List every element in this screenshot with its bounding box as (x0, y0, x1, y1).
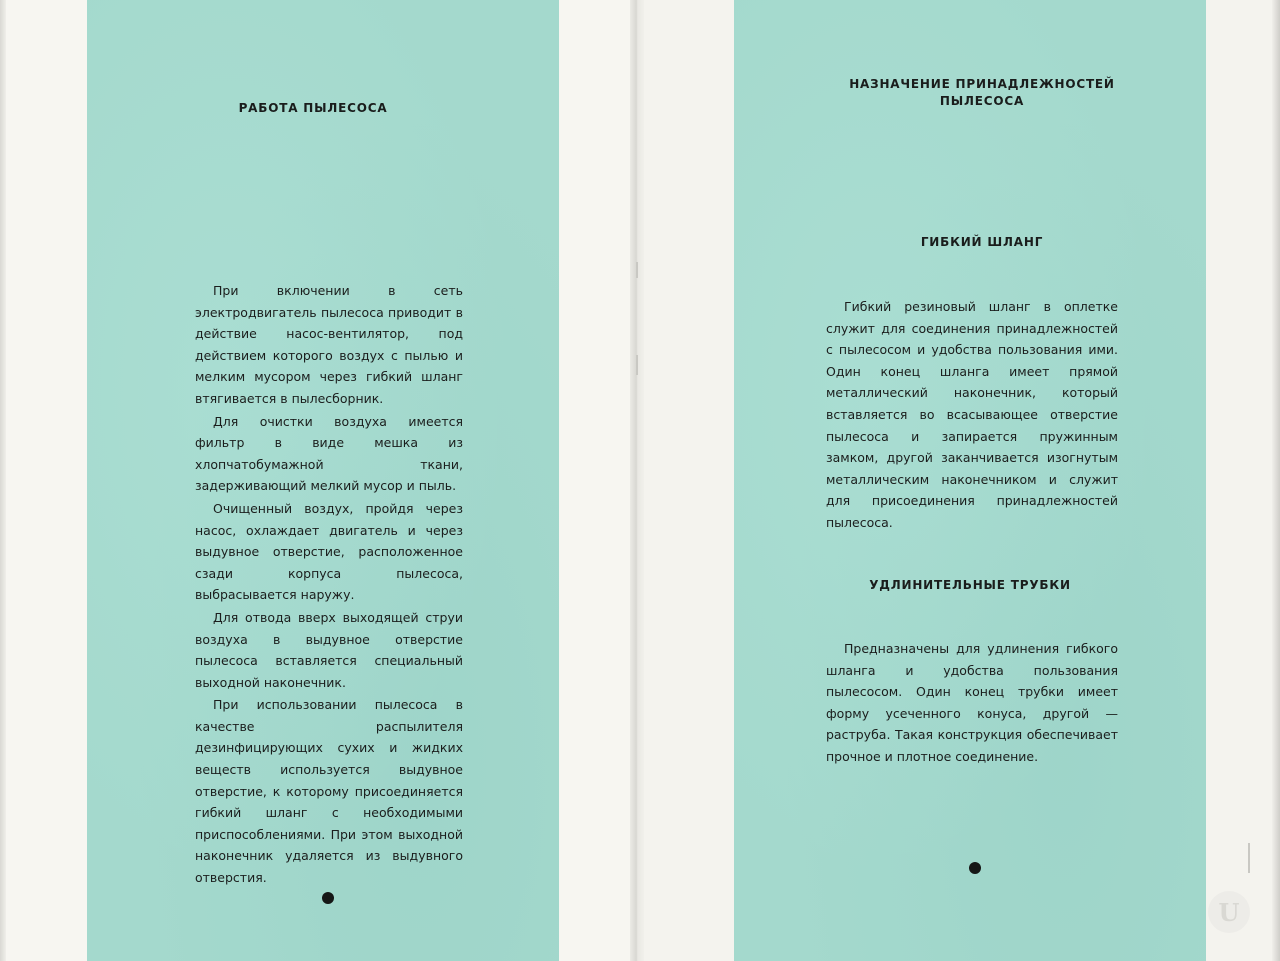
right-teal-panel (734, 0, 1206, 961)
page-crease-mark (1248, 843, 1250, 873)
right-page-title-line1: НАЗНАЧЕНИЕ ПРИНАДЛЕЖНОСТЕЙ (849, 77, 1115, 91)
paragraph: При использовании пылесоса в качестве распылителя дезинфицирующих сухих и жидких веществ используется выдувное отверстие, к которому присоединяется гибкий шланг с необходимыми приспособлениями. При этом выходной наконечник удаляется из выдувного отверстия. (195, 697, 463, 886)
paragraph: Для отвода вверх выходящей струи воздуха в выдувное отверстие пылесоса вставляется специальный выходной наконечник. (195, 609, 463, 690)
paragraph: Для очистки воздуха имеется фильтр в виде мешка из хлопчатобумажной ткани, задерживающий мелкий мусор и пыль. (195, 413, 463, 494)
section-heading-tubes: УДЛИНИТЕЛЬНЫЕ ТРУБКИ (869, 578, 1071, 592)
right-page-title-line2: ПЫЛЕСОСА (939, 94, 1025, 108)
left-page-title: РАБОТА ПЫЛЕСОСА (238, 101, 388, 115)
left-page-body (195, 280, 463, 890)
book-gutter (630, 0, 644, 961)
binding-mark (636, 355, 638, 375)
right-page-title (734, 76, 1230, 110)
watermark-logo (1208, 891, 1250, 933)
bullet-dot (969, 862, 981, 874)
section-text-hose (826, 296, 1118, 535)
section-heading-hose: ГИБКИЙ ШЛАНГ (920, 235, 1044, 249)
left-page-edge (0, 0, 6, 961)
binding-mark (636, 262, 638, 278)
paragraph: Гибкий резиновый шланг в оплетке служит для соединения принадлежностей с пылесосом и удобства пользования ими. Один конец шланга имеет прямой металлический наконечник, который вставляется во всасывающее отверстие пылесоса и запирается пружинным замком, другой заканчивается изогнутым металлическим наконечником и служит для присоединения принадлежностей пылесоса. (826, 299, 1118, 530)
bullet-dot (322, 892, 334, 904)
right-page-edge (1272, 0, 1280, 961)
section-text-tubes (826, 638, 1118, 769)
watermark-letter: U (1218, 897, 1240, 927)
paragraph: Очищенный воздух, пройдя через насос, охлаждает двигатель и через выдувное отверстие, расположенное сзади корпуса пылесоса, выбрасывается наружу. (195, 500, 463, 603)
left-teal-panel (87, 0, 559, 961)
paragraph: При включении в сеть электродвигатель пылесоса приводит в действие насос-вентилятор, под действием которого воздух с пылью и мелким мусором через гибкий шланг втягивается в пылесборник. (195, 283, 463, 406)
paragraph: Предназначены для удлинения гибкого шланга и удобства пользования пылесосом. Один конец трубки имеет форму усеченного конуса, другой — раструба. Такая конструкция обеспечивает прочное и плотное соединение. (826, 641, 1118, 764)
